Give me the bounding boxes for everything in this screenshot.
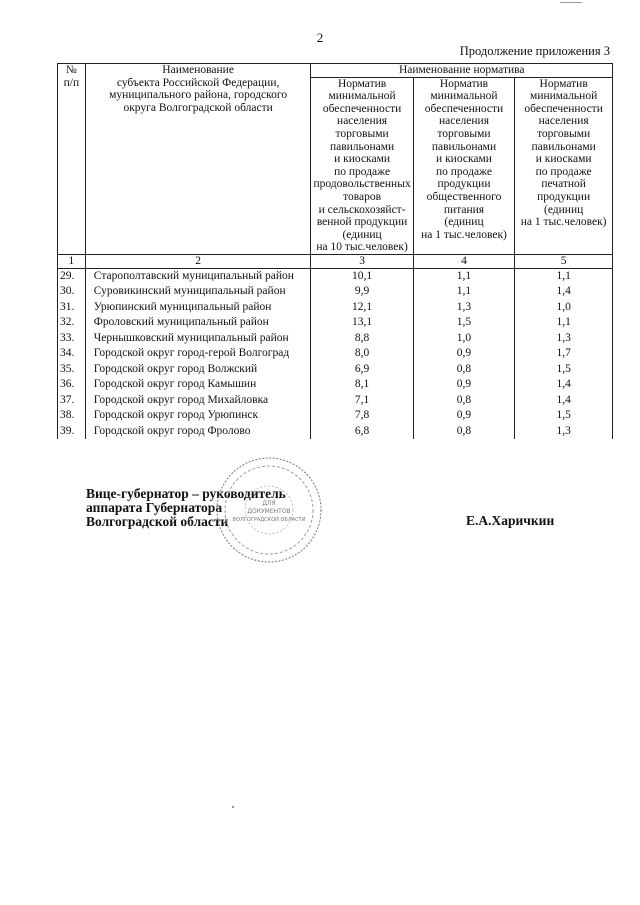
- official-stamp: [214, 455, 324, 565]
- header-col4-line: торговыми: [437, 127, 491, 140]
- header-col5-line: печатной: [541, 178, 586, 191]
- header-col5-line: Норматив: [539, 77, 588, 90]
- column-number: 2: [85, 254, 311, 268]
- header-col5: [515, 77, 613, 254]
- header-col3-line: павильонами: [329, 140, 395, 153]
- row-value-v5: 1,4: [515, 377, 613, 393]
- row-name: Городской округ город Волжский: [85, 362, 311, 378]
- continuation-note: Продолжение приложения 3: [459, 44, 610, 58]
- header-name-line: Наименование: [162, 64, 234, 76]
- header-group-title: Наименование норматива: [311, 64, 613, 78]
- row-number: 30.: [58, 284, 86, 300]
- header-number: [58, 64, 86, 255]
- row-number: 31.: [58, 300, 86, 316]
- stamp-text: ДЛЯ: [262, 500, 276, 507]
- row-number: 35.: [58, 362, 86, 378]
- row-name: Городской округ город Урюпинск: [85, 408, 311, 424]
- column-number: 1: [58, 254, 86, 268]
- norms-table: [57, 63, 613, 439]
- header-col4-line: питания: [443, 203, 485, 216]
- row-value-v4: 1,1: [413, 268, 515, 284]
- row-value-v5: 1,0: [515, 300, 613, 316]
- row-name: Чернышковский муниципальный район: [85, 331, 311, 347]
- row-value-v4: 1,3: [413, 300, 515, 316]
- table-row: [58, 408, 613, 424]
- row-value-v5: 1,1: [515, 315, 613, 331]
- header-col3-line: (единиц: [342, 228, 382, 241]
- row-value-v5: 1,4: [515, 284, 613, 300]
- header-number-line: №: [65, 64, 77, 76]
- table-row: [58, 346, 613, 362]
- table-row: [58, 393, 613, 409]
- row-value-v3: 8,8: [311, 331, 413, 347]
- header-col3-line: и киосками: [334, 153, 391, 166]
- header-col4-line: и киосками: [436, 153, 492, 166]
- header-col5-line: на 1 тыс.человек): [520, 216, 607, 229]
- row-name: Старополтавский муниципальный район: [85, 268, 311, 284]
- row-value-v3: 8,0: [311, 346, 413, 362]
- row-value-v4: 0,9: [413, 377, 515, 393]
- row-name: Городской округ город Михайловка: [85, 393, 311, 409]
- row-value-v3: 12,1: [311, 300, 413, 316]
- row-name: Суровикинский муниципальный район: [85, 284, 311, 300]
- header-col3-line: минимальной: [328, 90, 396, 103]
- header-col5-line: минимальной: [530, 90, 598, 103]
- table-row: [58, 331, 613, 347]
- header-col4-line: минимальной: [430, 90, 498, 103]
- header-col4-line: продукции: [437, 178, 491, 191]
- position-line: Волгоградской области: [86, 514, 229, 529]
- row-value-v3: 10,1: [311, 268, 413, 284]
- header-col4: [413, 77, 515, 254]
- row-number: 29.: [58, 268, 86, 284]
- row-name: Фроловский муниципальный район: [85, 315, 311, 331]
- header-name-line: округа Волгоградской области: [123, 101, 273, 114]
- header-col3-line: торговыми: [335, 127, 389, 140]
- header-number-line: п/п: [63, 76, 80, 89]
- header-col3-line: на 10 тыс.человек): [316, 241, 408, 254]
- row-value-v3: 8,1: [311, 377, 413, 393]
- row-value-v4: 1,5: [413, 315, 515, 331]
- row-number: 36.: [58, 377, 86, 393]
- header-col4-line: на 1 тыс.человек): [421, 228, 507, 241]
- header-col3-line: и сельскохозяйст-: [318, 203, 406, 216]
- row-value-v4: 1,0: [413, 331, 515, 347]
- row-number: 34.: [58, 346, 86, 362]
- table-row: [58, 300, 613, 316]
- row-value-v5: 1,7: [515, 346, 613, 362]
- row-value-v4: 0,8: [413, 362, 515, 378]
- row-number: 38.: [58, 408, 86, 424]
- row-value-v4: 0,9: [413, 408, 515, 424]
- header-col5-line: населения: [538, 115, 589, 128]
- header-col4-line: павильонами: [431, 140, 497, 153]
- header-col4-line: обеспеченности: [424, 102, 504, 115]
- header-col3-line: продовольственных: [313, 178, 411, 191]
- row-name: Городской округ город Камышин: [85, 377, 311, 393]
- row-value-v5: 1,1: [515, 268, 613, 284]
- row-name: Городской округ город Фролово: [85, 424, 311, 440]
- header-name: [85, 64, 311, 255]
- header-col5-line: павильонами: [531, 140, 596, 153]
- row-value-v5: 1,4: [515, 393, 613, 409]
- position-line: Вице-губернатор – руководитель: [86, 486, 286, 501]
- row-value-v4: 0,8: [413, 424, 515, 440]
- column-number: 5: [515, 254, 613, 268]
- row-value-v3: 9,9: [311, 284, 413, 300]
- row-value-v3: 6,9: [311, 362, 413, 378]
- table-row: [58, 284, 613, 300]
- scan-artifact: [232, 806, 234, 808]
- row-value-v3: 6,8: [311, 424, 413, 440]
- page-number: 2: [316, 30, 324, 45]
- row-value-v5: 1,5: [515, 408, 613, 424]
- row-name: Городской округ город-герой Волгоград: [85, 346, 311, 362]
- column-number: 4: [413, 254, 515, 268]
- row-value-v3: 7,1: [311, 393, 413, 409]
- header-col5-line: торговыми: [537, 127, 591, 140]
- header-col3-line: обеспеченности: [322, 102, 402, 115]
- header-col4-line: (единиц: [444, 216, 484, 229]
- header-name-line: субъекта Российской Федерации,: [116, 76, 280, 89]
- header-col3-line: населения: [337, 115, 388, 128]
- row-value-v4: 1,1: [413, 284, 515, 300]
- header-col5-line: обеспеченности: [524, 102, 603, 115]
- row-value-v5: 1,5: [515, 362, 613, 378]
- row-number: 39.: [58, 424, 86, 440]
- row-value-v4: 0,8: [413, 393, 515, 409]
- row-number: 37.: [58, 393, 86, 409]
- row-value-v5: 1,3: [515, 331, 613, 347]
- header-col5-line: и киосками: [535, 153, 592, 166]
- row-value-v3: 7,8: [311, 408, 413, 424]
- stamp-text: ДОКУМЕНТОВ: [247, 508, 291, 515]
- header-col3-line: Норматив: [337, 77, 387, 90]
- row-number: 33.: [58, 331, 86, 347]
- header-col4-line: населения: [438, 115, 490, 128]
- header-col4-line: Норматив: [439, 77, 489, 90]
- row-value-v5: 1,3: [515, 424, 613, 440]
- table-row: [58, 377, 613, 393]
- header-col4-line: общественного: [426, 190, 502, 203]
- table-row: [58, 268, 613, 284]
- row-value-v3: 13,1: [311, 315, 413, 331]
- header-col5-line: (единиц: [544, 203, 584, 216]
- position-line: аппарата Губернатора: [86, 500, 223, 515]
- header-col3-line: венной продукции: [316, 216, 408, 229]
- table-row: [58, 424, 613, 440]
- header-col5-line: продукции: [537, 190, 591, 203]
- header-col4-line: по продаже: [436, 165, 492, 178]
- row-number: 32.: [58, 315, 86, 331]
- header-col3-line: по продаже: [334, 165, 391, 178]
- header-col5-line: по продаже: [535, 165, 592, 178]
- header-name-line: муниципального района, городского: [109, 89, 288, 102]
- table-row: [58, 315, 613, 331]
- table-row: [58, 362, 613, 378]
- header-col3: [311, 77, 413, 254]
- header-col3-line: товаров: [343, 190, 382, 203]
- row-name: Урюпинский муниципальный район: [85, 300, 311, 316]
- signatory-name: Е.А.Харичкин: [466, 513, 555, 528]
- scan-artifact: [560, 2, 582, 3]
- stamp-text: ВОЛГОГРАДСКОЙ ОБЛАСТИ: [232, 517, 306, 523]
- row-value-v4: 0,9: [413, 346, 515, 362]
- column-number: 3: [311, 254, 413, 268]
